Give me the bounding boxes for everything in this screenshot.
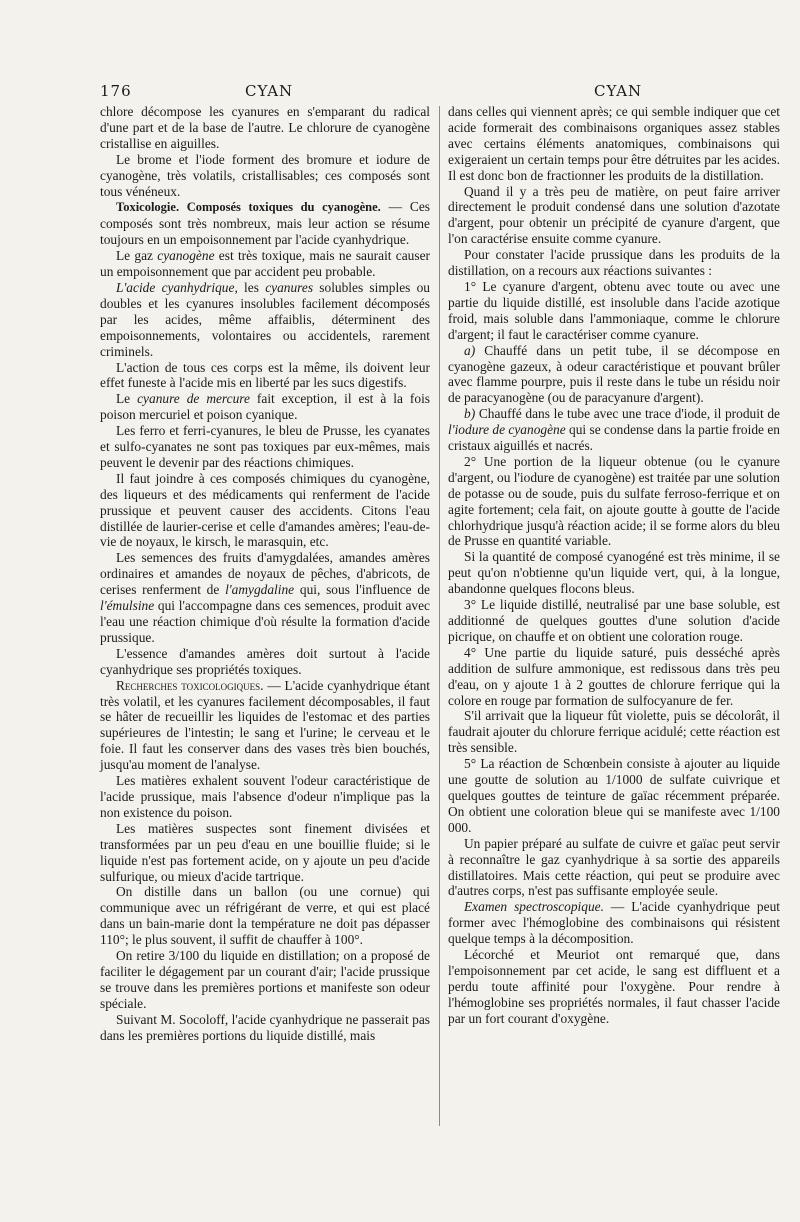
paragraph: 4° Une partie du liquide saturé, puis desséché après addition de sulfure ammonique, est redissous dans très peu d'eau, on y ajoute 1 à 2 gouttes de chlorure ferrique qui la colore en rouge par formation de sulfocyanure de fer. [448, 644, 780, 708]
text-run: Les semences des fruits d'amygdalées, amandes amères ordinaires et amandes de noyaux de pêches, d'abricots, de cerises renferment de [100, 550, 430, 598]
section-heading: Toxicologie. Composés toxiques du cyanogène. [116, 200, 381, 215]
italic-term: l'émulsine [100, 598, 155, 614]
text-run: Le gaz [116, 248, 158, 264]
paragraph: L'essence d'amandes amères doit surtout à l'acide cyanhydrique ses propriétés toxiques. [100, 645, 430, 677]
paragraph [100, 248, 430, 280]
text-run: qui, sous l'influence de [294, 582, 430, 598]
paragraph: Les ferro et ferri-cyanures, le bleu de Prusse, les cyanates et sulfo-cyanates ne sont pas toxiques par eux-mêmes, mais peuvent le devenir par des réactions chimiques. [100, 423, 430, 470]
italic-term: l'amygdaline [225, 582, 295, 598]
paragraph: Il faut joindre à ces composés chimiques du cyanogène, des liqueurs et des médicaments qui renferment de l'acide prussique et peuvent causer des accidents. Citons l'eau distillée de laurier-cerise et celle d'amandes amères; l'eau-de-vie de noyaux, le kirsch, le marasquin, etc. [100, 470, 430, 550]
column-divider [439, 106, 440, 1126]
paragraph: Les matières suspectes sont finement divisées et transformées par un peu d'eau en une bouillie fluide; si le liquide n'est pas fortement acide, on y ajoute un peu d'acide sulfurique, ou mieux d'acide tartrique. [100, 820, 430, 884]
section-heading: Recherches toxicologiques. [116, 677, 264, 693]
text-run: solubles simples ou doubles et les cyanures insolubles facilement décomposés par les acides, même affaiblis, déterminent des empoisonnements, volontaires ou accidentels, rarement criminels. [100, 279, 430, 359]
italic-term: cyanure de mercure [137, 391, 250, 407]
paragraph [100, 391, 430, 423]
text-run: Chauffé dans un petit tube, il se décompose en cyanogène gazeux, à odeur caractéristique et pouvant brûler avec flamme pourpre, puis il reste dans le tube un résidu noir de paracyanogène (ou de paracyanure d'argent). [448, 342, 780, 406]
left-column [100, 104, 430, 1043]
text-run: qui se condense dans la partie froide en cristaux aiguillés et nacrés. [448, 422, 780, 454]
paragraph: 2° Une portion de la liqueur obtenue (ou le cyanure d'argent, ou l'iodure de cyanogène) est traitée par une solution de potasse ou de soude, puis du sulfate ferroso-ferrique et on agite fortement; cela fait, on ajoute goutte à goutte de l'acide chlorhydrique jusqu'à réaction acide; il se forme alors du bleu de Prusse en quantité variable. [448, 453, 780, 549]
italic-term: Examen spectroscopique. [464, 899, 604, 915]
paragraph [448, 343, 780, 407]
paragraph [448, 899, 780, 947]
paragraph [100, 678, 430, 773]
paragraph: dans celles qui viennent après; ce qui semble indiquer que cet acide formerait des combinaisons organiques assez stables avec certains éléments anatomiques, combinaisons qui exigeraient un certain temps pour être détruites par les acides. Il est donc bon de fractionner les produits de la distillation. [448, 104, 780, 183]
paragraph: Quand il y a très peu de matière, on peut faire arriver directement le produit condensé dans une solution d'azotate d'argent, pour obtenir un précipité de cyanure d'argent, que l'on caractérise ensuite comme cyanure. [448, 183, 780, 247]
running-head-right: CYAN [594, 82, 643, 100]
paragraph: Pour constater l'acide prussique dans les produits de la distillation, on a recours aux réactions suivantes : [448, 247, 780, 279]
italic-term: cyanures [265, 279, 314, 295]
paragraph: L'action de tous ces corps est la même, ils doivent leur effet funeste à l'acide mis en liberté par les sucs digestifs. [100, 359, 430, 391]
paragraph [448, 406, 780, 454]
text-run: qui l'accompagne dans ces semences, produit avec l'eau une réaction chimique d'où résulte la formation d'acide prussique. [100, 598, 430, 645]
paragraph: 5° La réaction de Schœnbein consiste à ajouter au liquide une goutte de solution au 1/1000 de sulfate cuivrique et quelques gouttes de teinture de gaïac récemment préparée. On obtient une coloration bleue qui se manifeste avec 1/100 000. [448, 756, 780, 835]
paragraph: Un papier préparé au sulfate de cuivre et gaïac peut servir à reconnaître le gaz cyanhydrique à sa sortie des appareils distillatoires. Mais cette réaction, qui peut se produire avec d'autres corps, n'est pas suffisante employée seule. [448, 835, 780, 899]
paragraph: On retire 3/100 du liquide en distillation; on a proposé de faciliter le dégagement par un courant d'air; l'acide prussique se trouve dans les premières portions et manifeste son odeur spéciale. [100, 948, 430, 1011]
text-run: est très toxique, mais ne saurait causer un empoisonnement que par accident peu probable. [100, 248, 430, 280]
paragraph: Le brome et l'iode forment des bromure et iodure de cyanogène, très volatils, cristallisables; ces composés sont tous vénéneux. [100, 151, 430, 199]
paragraph-text: — Ces composés sont très nombreux, mais leur action se résume toujours en un empoisonnement par l'acide cyanhydrique. [100, 199, 430, 248]
paragraph: Lécorché et Meuriot ont remarqué que, dans l'empoisonnement par cet acide, le sang est diffluent et a perdu toute affinité pour l'oxygène. Pour rendre à l'hémoglobine ses propriétés normales, il faut chasser l'acide par un fort courant d'oxygène. [448, 947, 780, 1026]
paragraph: Les matières exhalent souvent l'odeur caractéristique de l'acide prussique, mais l'absence d'odeur n'implique pas la non existence du poison. [100, 773, 430, 820]
italic-term: b) [464, 406, 476, 422]
text-run: Le [116, 391, 138, 407]
paragraph: 1° Le cyanure d'argent, obtenu avec toute ou avec une partie du liquide distillé, est insoluble dans l'acide azotique froid, mais soluble dans l'ammoniaque, comme le chlorure d'argent; il faut le caractériser comme cyanure. [448, 278, 780, 342]
paragraph [100, 199, 430, 248]
paragraph: On distille dans un ballon (ou une cornue) qui communique avec un réfrigérant de verre, et qui est placé dans un bain-marie dont la température ne doit pas dépasser 110°; le plus souvent, il suffit de chauffer à 100°. [100, 884, 430, 948]
italic-term: cyanogène [157, 248, 215, 264]
page-number: 176 [100, 82, 132, 100]
text-run: , les [234, 279, 266, 295]
paragraph: chlore décompose les cyanures en s'emparant du radical d'une part et de la base de l'autre. Le chlorure de cyanogène cristallise en aiguilles. [100, 104, 430, 151]
paragraph: S'il arrivait que la liqueur fût violette, puis se décolorât, il faudrait ajouter du chlorure ferrique acidulé; cette réaction est très sensible. [448, 708, 780, 756]
page-header [0, 82, 800, 104]
paragraph: 3° Le liquide distillé, neutralisé par une base soluble, est additionné de quelques gouttes d'une solution d'acide picrique, on chauffe et on obtient une coloration rouge. [448, 597, 780, 644]
italic-term: l'iodure de cyanogène [448, 422, 566, 438]
italic-term: L'acide cyanhydrique [116, 279, 235, 295]
paragraph [100, 280, 430, 360]
right-column [448, 104, 780, 1027]
running-head-left: CYAN [245, 82, 294, 100]
paragraph-text: — L'acide cyanhydrique étant très volatil, et les cyanures facilement décomposables, il faut se hâter de recueillir les liquides de l'estomac et des parties supérieures de l'intestin; le sang et l'urine; le cerveau et le foie. Il faut les conserver dans des vases très bien bouchés, jusqu'au moment de l'analyse. [100, 677, 430, 773]
text-run: fait exception, il est à la fois poison mercuriel et poison cyanique. [100, 391, 431, 423]
italic-term: a) [464, 342, 476, 358]
paragraph: Suivant M. Socoloff, l'acide cyanhydrique ne passerait pas dans les premières portions du liquide distillé, mais [100, 1011, 430, 1043]
paragraph [100, 550, 430, 645]
text-run: Chauffé dans le tube avec une trace d'iode, il produit de [475, 406, 780, 422]
text-run: — L'acide cyanhydrique peut former avec l'hémoglobine des combinaisons qui résistent quelque temps à la décomposition. [448, 899, 780, 947]
paragraph: Si la quantité de composé cyanogéné est très minime, il se peut qu'on n'obtienne qu'un liquide vert, qui, à la longue, abandonne quelques flocons bleus. [448, 549, 780, 597]
